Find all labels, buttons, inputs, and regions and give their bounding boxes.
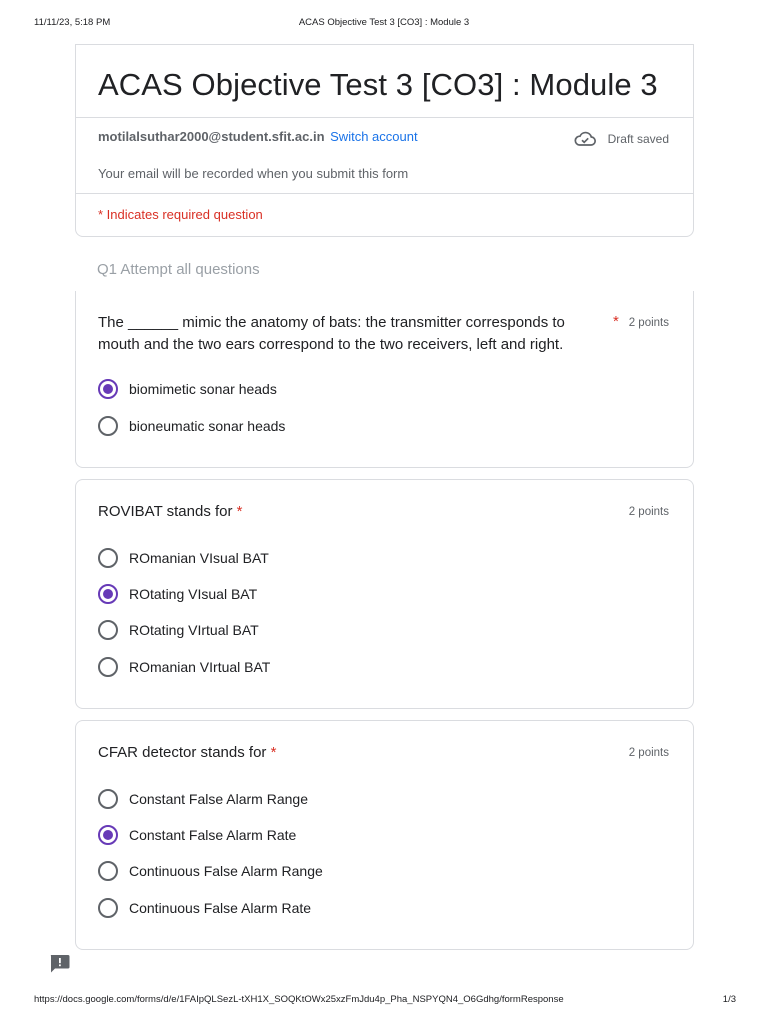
radio-option[interactable] bbox=[98, 824, 296, 846]
question-points: 2 points bbox=[628, 506, 669, 518]
radio-button[interactable] bbox=[98, 657, 118, 677]
question-card bbox=[75, 291, 694, 468]
print-header bbox=[34, 17, 734, 31]
radio-option[interactable] bbox=[98, 415, 285, 437]
print-page-number: 1/3 bbox=[722, 994, 736, 1005]
required-asterisk: * bbox=[270, 744, 277, 761]
print-url: https://docs.google.com/forms/d/e/1FAIpQLSezL-tXH1X_SOQKtOWx25xzFmJdu4p_Pha_NSPYQN4_O6Gdhg/formResponse bbox=[34, 994, 564, 1005]
section-title: Q1 Attempt all questions bbox=[97, 261, 260, 278]
radio-button-selected[interactable] bbox=[98, 825, 118, 845]
question-points: 2 points bbox=[628, 317, 669, 329]
radio-option[interactable] bbox=[98, 619, 259, 641]
radio-option[interactable] bbox=[98, 378, 277, 400]
option-label: ROtating VIsual BAT bbox=[129, 586, 258, 602]
question-text: CFAR detector stands for bbox=[98, 744, 267, 761]
radio-button[interactable] bbox=[98, 898, 118, 918]
email-recorded-note: Your email will be recorded when you submit this form bbox=[98, 166, 409, 181]
cloud-check-icon bbox=[574, 131, 596, 147]
radio-option[interactable] bbox=[98, 656, 270, 678]
question-card bbox=[75, 720, 694, 950]
required-indicator-note: * Indicates required question bbox=[98, 207, 263, 222]
radio-button[interactable] bbox=[98, 548, 118, 568]
radio-button[interactable] bbox=[98, 416, 118, 436]
question-text: The ______ mimic the anatomy of bats: the transmitter corresponds to mouth and the two ears correspond to the two receivers, left and right. bbox=[98, 314, 565, 353]
question-card bbox=[75, 479, 694, 709]
account-line bbox=[98, 129, 418, 144]
option-label: bioneumatic sonar heads bbox=[129, 418, 286, 434]
option-label: ROmanian VIrtual BAT bbox=[129, 659, 271, 675]
option-label: Continuous False Alarm Rate bbox=[129, 900, 312, 916]
account-email: motilalsuthar2000@student.sfit.ac.in bbox=[98, 129, 325, 144]
radio-button-selected[interactable] bbox=[98, 584, 118, 604]
question-title bbox=[98, 501, 243, 523]
option-label: Continuous False Alarm Range bbox=[129, 863, 323, 879]
draft-status bbox=[574, 131, 669, 147]
form-header-card bbox=[75, 44, 694, 237]
radio-option[interactable] bbox=[98, 860, 323, 882]
radio-button[interactable] bbox=[98, 861, 118, 881]
radio-button[interactable] bbox=[98, 620, 118, 640]
question-text: ROVIBAT stands for bbox=[98, 503, 233, 520]
required-asterisk: * bbox=[613, 313, 619, 330]
required-asterisk: * bbox=[236, 503, 243, 520]
divider bbox=[76, 117, 693, 118]
option-label: Constant False Alarm Range bbox=[129, 791, 308, 807]
divider bbox=[76, 193, 693, 194]
report-feedback-icon[interactable] bbox=[49, 954, 70, 973]
radio-option[interactable] bbox=[98, 788, 308, 810]
question-title bbox=[98, 742, 276, 764]
radio-button[interactable] bbox=[98, 789, 118, 809]
option-label: Constant False Alarm Rate bbox=[129, 827, 297, 843]
print-doc-title: ACAS Objective Test 3 [CO3] : Module 3 bbox=[298, 17, 470, 28]
form-title: ACAS Objective Test 3 [CO3] : Module 3 bbox=[98, 67, 658, 102]
print-footer bbox=[34, 994, 736, 1008]
option-label: ROmanian VIsual BAT bbox=[129, 550, 269, 566]
radio-option[interactable] bbox=[98, 583, 257, 605]
radio-option[interactable] bbox=[98, 547, 269, 569]
option-label: biomimetic sonar heads bbox=[129, 381, 277, 397]
option-label: ROtating VIrtual BAT bbox=[129, 622, 259, 638]
draft-status-label: Draft saved bbox=[607, 132, 669, 146]
print-date: 11/11/23, 5:18 PM bbox=[34, 17, 111, 28]
switch-account-link[interactable]: Switch account bbox=[330, 129, 418, 144]
radio-button-selected[interactable] bbox=[98, 379, 118, 399]
radio-option[interactable] bbox=[98, 897, 311, 919]
question-points: 2 points bbox=[628, 747, 669, 759]
